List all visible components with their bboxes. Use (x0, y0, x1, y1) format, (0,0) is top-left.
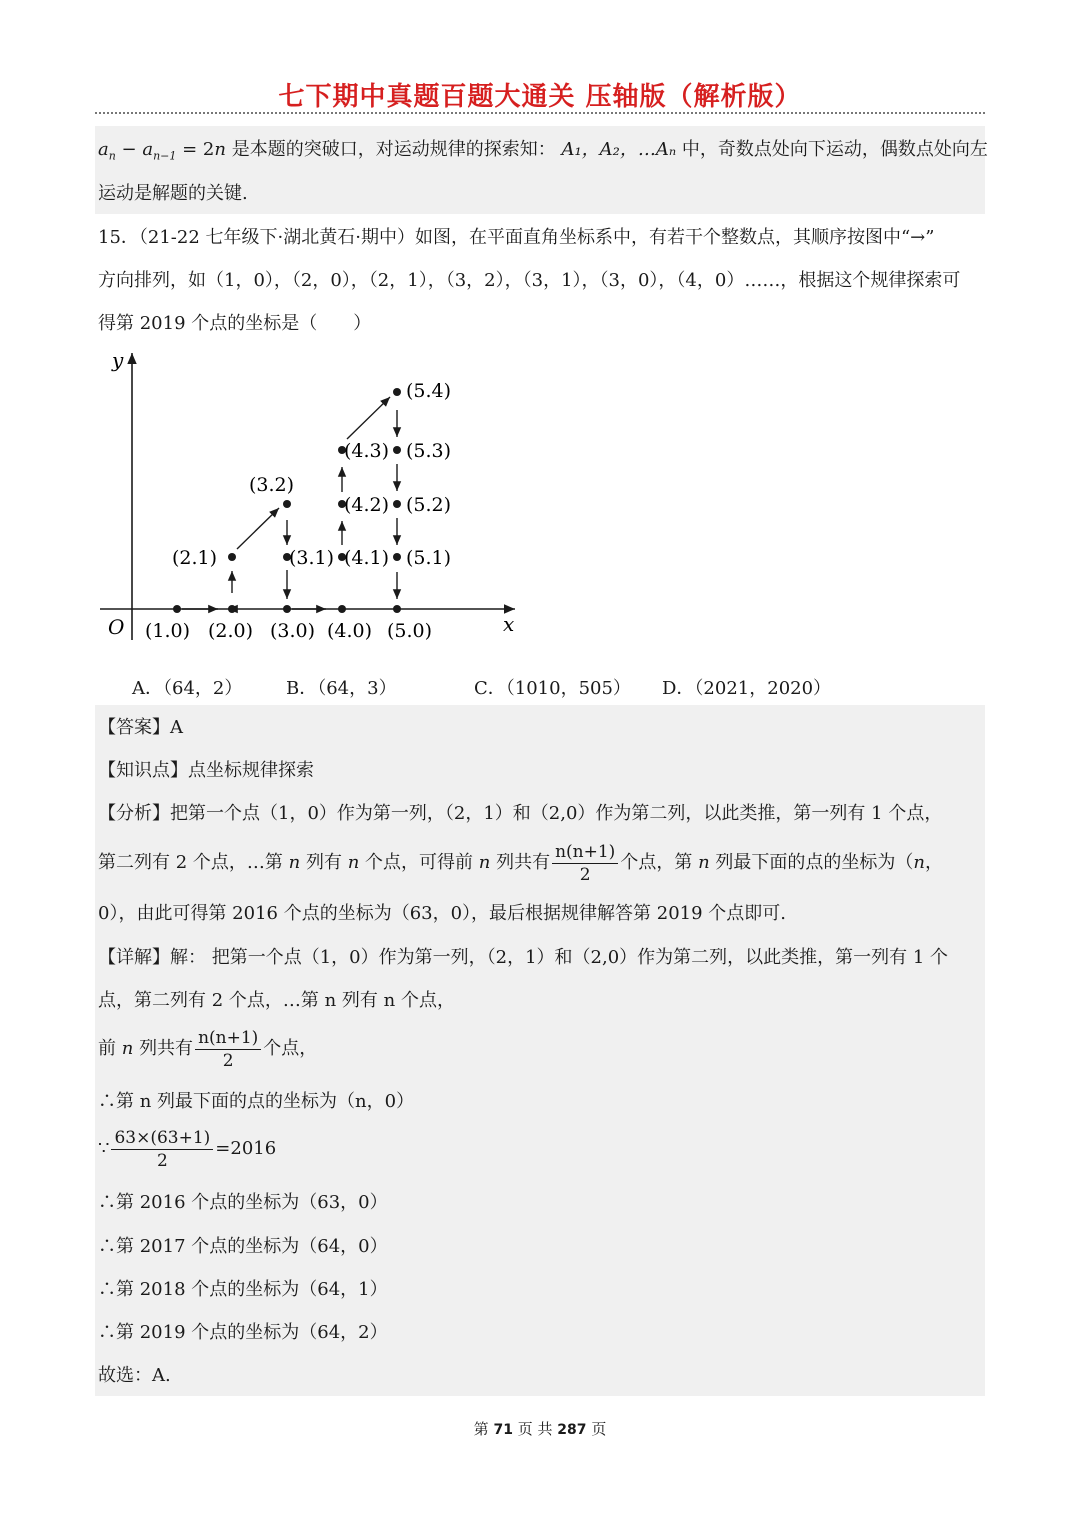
y-axis-label: y (112, 348, 124, 372)
detail-line-5: ∵ $\frac{63\times(63+1)}{2}$ =2016 (98, 1127, 277, 1171)
point-5-1 (393, 553, 401, 561)
detail-line-1: 【详解】解： 把第一个点（1，0）作为第一列，（2，1）和（2,0）作为第二列，以此类推，第一列有 1 个 (98, 947, 949, 968)
option-d: D．（2021，2020） (662, 678, 832, 699)
detail-line-3: 前 n 列共有 $\frac{n(n+1)}{2}$ 个点， (98, 1027, 318, 1071)
label-4-2: (4.2) (344, 494, 390, 516)
footer-total-pages: 287 (557, 1422, 587, 1438)
detail-line-10: 故选：A. (98, 1365, 171, 1386)
point-4-0 (338, 605, 346, 613)
detail-line-2: 点，第二列有 2 个点，…第 n 列有 n 个点， (98, 990, 455, 1011)
point-3-2 (283, 500, 291, 508)
knowledge-line: 【知识点】点坐标规律探索 (98, 760, 314, 781)
label-5-2: (5.2) (406, 494, 452, 516)
option-c: C．（1010，505） (474, 678, 631, 699)
point-2-0 (228, 605, 236, 613)
fraction-numerator: n(n+1) (552, 841, 618, 864)
label-4-0: (4.0) (327, 620, 373, 642)
fraction-n-terms-2 (195, 1027, 261, 1072)
x-axis-label: x (503, 612, 515, 636)
point-5-3 (393, 446, 401, 454)
label-3-1: (3.1) (289, 547, 335, 569)
question-line-1: 15．（21-22 七年级下·湖北黄石·期中）如图，在平面直角坐标系中，有若干个整数点，其顺序按图中“→” (98, 227, 935, 248)
footer-page-number: 71 (493, 1422, 513, 1438)
prev-line-1: $a_n - a_{n-1} = 2n$ 是本题的突破口，对运动规律的探索知： A₁，A₂，…Aₙ 中，奇数点处向下运动，偶数点处向左 (98, 139, 988, 163)
page-header-title: 七下期中真题百题大通关 压轴版（解析版） (278, 82, 802, 112)
point-5-4 (393, 388, 401, 396)
origin-label: O (108, 615, 125, 639)
analysis-line-2: 第二列有 2 个点，…第 n 列有 n 个点，可得前 n 列共有 $\frac{n(n+1)}{2}$ 个点，第 n 列最下面的点的坐标为（n， (98, 841, 943, 885)
prev-line-2: 运动是解题的关键. (98, 183, 248, 204)
fraction-63 (111, 1127, 213, 1172)
prev-line-1-points: A₁，A₂，…Aₙ (561, 139, 677, 160)
analysis-2-mid2: 个点，可得前 (365, 852, 474, 873)
analysis-2-mid1: 列有 (305, 852, 342, 873)
fraction-denominator-2: 2 (222, 1050, 234, 1071)
label-3-2: (3.2) (249, 474, 295, 496)
prev-line-1-text: 是本题的突破口，对运动规律的探索知： (231, 139, 556, 160)
label-3-0: (3.0) (270, 620, 316, 642)
label-5-3: (5.3) (406, 440, 452, 462)
detail-line-8: ∴第 2018 个点的坐标为（64，1） (98, 1279, 388, 1300)
question-line-2: 方向排列，如（1，0），（2，0），（2，1），（3，2），（3，1），（3，0），（4，0）……，根据这个规律探索可 (98, 270, 961, 291)
detail-line-7: ∴第 2017 个点的坐标为（64，0） (98, 1236, 388, 1257)
fraction-numerator-2: n(n+1) (195, 1027, 261, 1050)
analysis-2-pre: 第二列有 2 个点，…第 (98, 852, 283, 873)
analysis-line-3: 0），由此可得第 2016 个点的坐标为（63，0），最后根据规律解答第 2019 个点即可. (98, 903, 787, 924)
footer-mid: 页 共 (517, 1420, 553, 1438)
detail-5-post: =2016 (215, 1138, 277, 1159)
point-3-0 (283, 605, 291, 613)
point-5-0 (393, 605, 401, 613)
detail-3-mid: 列共有 (139, 1038, 194, 1059)
fraction-n-terms (552, 841, 618, 886)
point-5-2 (393, 500, 401, 508)
analysis-line-1: 【分析】把第一个点（1，0）作为第一列，（2，1）和（2,0）作为第二列，以此类推，第一列有 1 个点， (98, 803, 943, 824)
point-1-0 (173, 605, 181, 613)
fraction-63-denominator: 2 (156, 1150, 168, 1171)
label-4-3: (4.3) (344, 440, 390, 462)
question-line-3: 得第 2019 个点的坐标是（ ） (98, 313, 372, 334)
fraction-denominator: 2 (579, 864, 591, 885)
header-divider (95, 112, 985, 114)
prev-line-1-tail: 中，奇数点处向下运动，偶数点处向左 (681, 139, 988, 160)
label-1-0: (1.0) (145, 620, 191, 642)
footer-post: 页 (591, 1420, 607, 1438)
formula-a: a (98, 139, 109, 160)
label-4-1: (4.1) (344, 547, 390, 569)
label-5-4: (5.4) (406, 380, 452, 402)
detail-3-post: 个点， (263, 1038, 318, 1059)
detail-line-4: ∴第 n 列最下面的点的坐标为（n，0） (98, 1091, 415, 1112)
coordinate-figure (90, 345, 530, 650)
label-5-1: (5.1) (406, 547, 452, 569)
analysis-2-post: 个点，第 (620, 852, 693, 873)
analysis-2-mid3: 列共有 (496, 852, 551, 873)
label-2-0: (2.0) (208, 620, 254, 642)
label-5-0: (5.0) (387, 620, 433, 642)
fraction-63-numerator: 63×(63+1) (111, 1127, 213, 1150)
option-a: A．（64，2） (132, 678, 243, 699)
detail-line-9: ∴第 2019 个点的坐标为（64，2） (98, 1322, 388, 1343)
label-2-1: (2.1) (172, 547, 218, 569)
answer-line: 【答案】A (98, 717, 183, 738)
footer-pre: 第 (473, 1420, 489, 1438)
page-footer (0, 1418, 1080, 1439)
option-b: B．（64，3） (286, 678, 397, 699)
detail-line-6: ∴第 2016 个点的坐标为（63，0） (98, 1192, 388, 1213)
detail-3-pre: 前 (98, 1038, 116, 1059)
analysis-2-end: 列最下面的点的坐标为（ (715, 852, 914, 873)
point-2-1 (228, 553, 236, 561)
